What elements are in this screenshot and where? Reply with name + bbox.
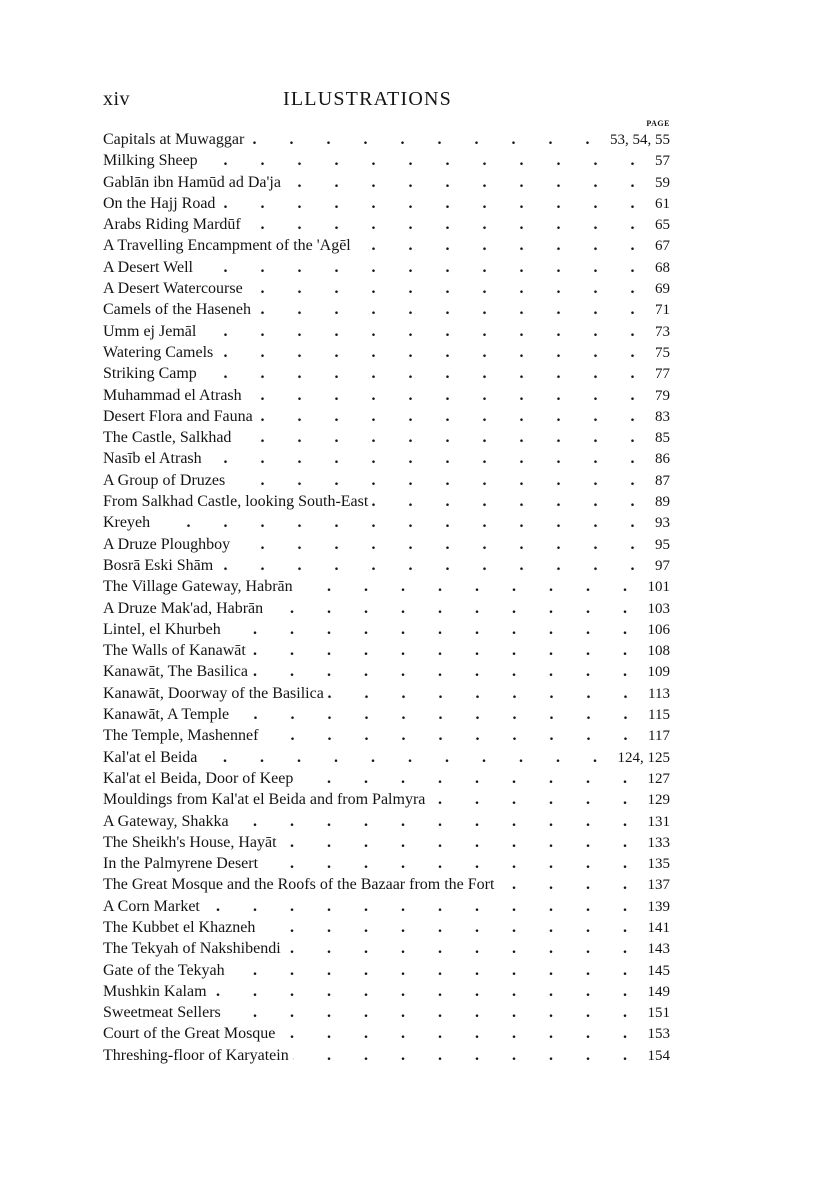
dot-leader <box>267 598 641 619</box>
illustration-page-number: 108 <box>647 643 670 660</box>
dot-leader <box>217 555 649 576</box>
list-item <box>103 683 670 704</box>
illustration-title: Kanawāt, The Basilica <box>103 663 248 681</box>
illustration-page-number: 143 <box>647 941 670 958</box>
illustration-page-number: 151 <box>647 1005 670 1022</box>
illustration-page-number: 85 <box>655 430 670 447</box>
page-column-label: PAGE <box>646 119 670 128</box>
illustration-page-number: 75 <box>655 344 670 361</box>
dot-leader <box>225 1002 642 1023</box>
dot-leader <box>297 768 641 789</box>
illustration-title: Mouldings from Kal'at el Beida and from Palmyra <box>103 791 426 809</box>
illustration-page-number: 133 <box>647 834 670 851</box>
illustration-page-number: 113 <box>648 685 670 702</box>
illustration-page-number: 109 <box>647 664 670 681</box>
illustration-title: The Village Gateway, Habrān <box>103 578 293 596</box>
list-item <box>103 448 670 469</box>
illustration-page-number: 129 <box>647 792 670 809</box>
list-item <box>103 640 670 661</box>
illustration-title: Court of the Great Mosque <box>103 1025 276 1043</box>
list-item <box>103 534 670 555</box>
list-item <box>103 385 670 406</box>
dot-leader <box>355 235 649 256</box>
page-header <box>103 88 670 122</box>
illustration-title: Umm ej Jemāl <box>103 322 197 340</box>
dot-leader <box>200 321 649 342</box>
list-item <box>103 342 670 363</box>
dot-leader <box>262 853 641 874</box>
dot-leader <box>233 704 642 725</box>
illustration-page-number: 93 <box>655 515 670 532</box>
list-item <box>103 917 670 938</box>
illustration-title: Capitals at Muwaggar <box>103 131 245 148</box>
dot-leader <box>262 725 642 746</box>
list-item <box>103 172 670 193</box>
dot-leader <box>248 129 604 150</box>
illustration-page-number: 106 <box>647 621 670 638</box>
list-item <box>103 1002 670 1023</box>
list-item <box>103 129 670 150</box>
dot-leader <box>293 1045 642 1066</box>
illustration-page-number: 115 <box>648 707 670 724</box>
illustration-page-number: 86 <box>655 451 670 468</box>
illustration-title: The Sheikh's House, Hayāt <box>103 833 277 851</box>
illustration-page-number: 135 <box>647 856 670 873</box>
illustration-title: Kal'at el Beida, Door of Keep <box>103 769 294 787</box>
dot-leader <box>235 427 649 448</box>
illustration-title: Bosrā Eski Shām <box>103 556 214 574</box>
illustration-page-number: 59 <box>655 174 670 191</box>
list-item <box>103 938 670 959</box>
dot-leader <box>285 938 642 959</box>
dot-leader <box>252 661 642 682</box>
illustration-page-number: 124, 125 <box>617 749 670 766</box>
dot-leader <box>225 619 642 640</box>
illustration-page-number: 154 <box>647 1047 670 1064</box>
list-item <box>103 150 670 171</box>
list-item <box>103 321 670 342</box>
illustration-page-number: 89 <box>655 494 670 511</box>
list-item <box>103 725 670 746</box>
illustration-title: Kanawāt, A Temple <box>103 706 230 724</box>
illustration-page-number: 117 <box>648 728 670 745</box>
dot-leader <box>498 874 641 895</box>
dot-leader <box>211 981 642 1002</box>
dot-leader <box>202 150 649 171</box>
dot-leader <box>206 448 649 469</box>
illustration-page-number: 83 <box>655 408 670 425</box>
dot-leader <box>217 342 649 363</box>
dot-leader <box>229 470 649 491</box>
illustration-page-number: 73 <box>655 323 670 340</box>
illustration-title: A Gateway, Shakka <box>103 812 229 830</box>
illustration-page-number: 69 <box>655 281 670 298</box>
illustration-title: A Corn Market <box>103 897 200 915</box>
illustration-title: Nasīb el Atrash <box>103 450 202 468</box>
illustration-page-number: 77 <box>655 366 670 383</box>
illustration-title: Kanawāt, Doorway of the Basilica <box>103 684 324 702</box>
list-item <box>103 278 670 299</box>
illustration-title: Kal'at el Beida <box>103 748 198 766</box>
list-item <box>103 555 670 576</box>
dot-leader <box>297 576 642 597</box>
dot-leader <box>197 257 649 278</box>
illustration-title: A Group of Druzes <box>103 471 226 489</box>
dot-leader <box>429 789 641 810</box>
illustration-page-number: 67 <box>655 238 670 255</box>
illustration-title: Sweetmeat Sellers <box>103 1004 221 1022</box>
list-item <box>103 789 670 810</box>
illustration-title: Camels of the Haseneh <box>103 301 251 319</box>
illustration-title: Striking Camp <box>103 365 197 383</box>
illustration-title: The Tekyah of Nakshibendi <box>103 940 281 958</box>
list-item <box>103 896 670 917</box>
dot-leader <box>229 960 642 981</box>
list-item <box>103 491 670 512</box>
dot-leader <box>279 1023 641 1044</box>
illustration-title: A Travelling Encampment of the 'Agēl <box>103 237 351 255</box>
list-item <box>103 981 670 1002</box>
illustration-title: The Kubbet el Khazneh <box>103 918 256 936</box>
illustration-title: The Walls of Kanawāt <box>103 642 246 660</box>
dot-leader <box>372 491 649 512</box>
illustration-page-number: 101 <box>647 579 670 596</box>
illustration-page-number: 97 <box>655 557 670 574</box>
list-item <box>103 661 670 682</box>
illustration-page-number: 95 <box>655 536 670 553</box>
list-item <box>103 1023 670 1044</box>
illustration-page-number: 139 <box>647 898 670 915</box>
list-item <box>103 299 670 320</box>
list-item <box>103 619 670 640</box>
illustration-title: From Salkhad Castle, looking South-East <box>103 493 369 511</box>
illustration-title: Gablān ibn Hamūd ad Da'ja <box>103 173 281 191</box>
illustration-page-number: 53, 54, 55 <box>610 132 670 148</box>
illustration-page-number: 141 <box>647 919 670 936</box>
list-item <box>103 363 670 384</box>
dot-leader <box>201 747 611 768</box>
dot-leader <box>259 917 641 938</box>
list-item <box>103 960 670 981</box>
illustration-title: Mushkin Kalam <box>103 982 207 1000</box>
list-item <box>103 576 670 597</box>
dot-leader <box>247 278 649 299</box>
illustration-page-number: 103 <box>647 600 670 617</box>
illustration-page-number: 87 <box>655 472 670 489</box>
illustration-title: Gate of the Tekyah <box>103 961 225 979</box>
dot-leader <box>281 832 642 853</box>
illustrations-list <box>103 129 670 1066</box>
list-item <box>103 598 670 619</box>
list-item <box>103 257 670 278</box>
illustration-title: Muhammad el Atrash <box>103 386 242 404</box>
illustrations-list-page <box>103 88 670 1066</box>
illustration-page-number: 145 <box>647 962 670 979</box>
list-item <box>103 768 670 789</box>
page-number: xiv <box>103 88 131 110</box>
list-item <box>103 704 670 725</box>
dot-leader <box>285 172 649 193</box>
dot-leader <box>219 193 649 214</box>
illustration-page-number: 79 <box>655 387 670 404</box>
list-item <box>103 1045 670 1066</box>
dot-leader <box>250 640 642 661</box>
illustration-page-number: 137 <box>647 877 670 894</box>
illustration-title: Threshing-floor of Karyatein <box>103 1046 289 1064</box>
dot-leader <box>245 214 649 235</box>
list-item <box>103 874 670 895</box>
illustration-title: Desert Flora and Fauna <box>103 407 253 425</box>
illustration-title: Arabs Riding Mardūf <box>103 216 241 234</box>
illustration-page-number: 61 <box>655 195 670 212</box>
illustration-title: On the Hajj Road <box>103 194 216 212</box>
list-item <box>103 470 670 491</box>
page-title: ILLUSTRATIONS <box>283 88 452 110</box>
illustration-title: Watering Camels <box>103 343 214 361</box>
list-item <box>103 235 670 256</box>
dot-leader <box>328 683 642 704</box>
illustration-page-number: 57 <box>655 153 670 170</box>
list-item <box>103 811 670 832</box>
illustration-title: The Temple, Mashennef <box>103 727 259 745</box>
dot-leader <box>246 385 649 406</box>
list-item <box>103 406 670 427</box>
illustration-title: The Great Mosque and the Roofs of the Bazaar from the Fort <box>103 876 495 894</box>
dot-leader <box>233 811 642 832</box>
list-item <box>103 214 670 235</box>
list-item <box>103 193 670 214</box>
illustration-page-number: 71 <box>655 302 670 319</box>
illustration-title: Kreyeh <box>103 514 151 532</box>
dot-leader <box>255 299 649 320</box>
illustration-title: Milking Sheep <box>103 152 198 170</box>
list-item <box>103 512 670 533</box>
illustration-title: Lintel, el Khurbeh <box>103 620 221 638</box>
list-item <box>103 427 670 448</box>
illustration-page-number: 127 <box>647 770 670 787</box>
illustration-title: A Druze Mak'ad, Habrān <box>103 599 264 617</box>
illustration-page-number: 149 <box>647 983 670 1000</box>
illustration-title: A Desert Well <box>103 258 193 276</box>
illustration-page-number: 68 <box>655 259 670 276</box>
illustration-page-number: 65 <box>655 217 670 234</box>
dot-leader <box>234 534 649 555</box>
dot-leader <box>201 363 649 384</box>
dot-leader <box>154 512 649 533</box>
illustration-title: The Castle, Salkhad <box>103 429 232 447</box>
dot-leader <box>204 896 642 917</box>
illustration-title: A Desert Watercourse <box>103 280 243 298</box>
illustration-title: In the Palmyrene Desert <box>103 855 259 873</box>
list-item <box>103 832 670 853</box>
illustration-page-number: 131 <box>647 813 670 830</box>
dot-leader <box>257 406 649 427</box>
illustration-page-number: 153 <box>647 1026 670 1043</box>
list-item <box>103 747 670 768</box>
list-item <box>103 853 670 874</box>
illustration-title: A Druze Ploughboy <box>103 535 231 553</box>
